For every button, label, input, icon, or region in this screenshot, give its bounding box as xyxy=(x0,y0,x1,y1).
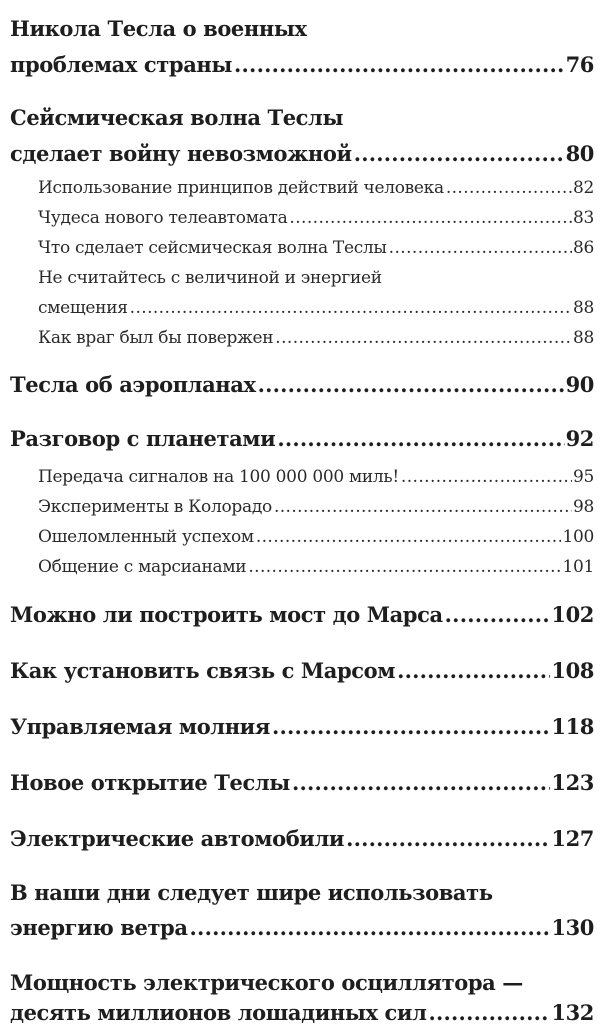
toc-entry-line xyxy=(10,880,594,905)
toc-entry-line xyxy=(10,714,594,739)
toc-entry-line xyxy=(38,178,594,198)
toc-entry-line xyxy=(10,970,594,995)
toc-entry-line xyxy=(10,1000,594,1025)
toc-entry-title: Новое открытие Теслы xyxy=(10,770,290,795)
toc-page-number: 86 xyxy=(572,238,594,258)
dot-leader xyxy=(346,826,550,851)
toc-entry-title: энергию ветра xyxy=(10,915,188,940)
toc-page-number: 127 xyxy=(551,826,594,851)
dot-leader xyxy=(429,1000,551,1025)
toc-entry-title: Управляемая молния xyxy=(10,714,270,739)
toc-entry-line xyxy=(10,658,594,683)
dot-leader xyxy=(354,141,565,166)
toc-page-number: 108 xyxy=(551,658,594,683)
dot-leader xyxy=(256,527,562,547)
toc-entry-line xyxy=(10,826,594,851)
dot-leader xyxy=(445,602,551,627)
toc-entry-title: Электрические автомобили xyxy=(10,826,345,851)
dot-leader xyxy=(190,915,551,940)
toc-entry-title: Как установить связь с Марсом xyxy=(10,658,396,683)
toc-entry-title: Общение с марсианами xyxy=(38,557,247,577)
toc-entry-line xyxy=(10,602,594,627)
toc-entry-title: Ошеломленный успехом xyxy=(38,527,254,547)
dot-leader xyxy=(389,238,572,258)
toc-page-number: 102 xyxy=(551,602,594,627)
toc-entry-line xyxy=(38,238,594,258)
toc-entry-title: В наши дни следует шире использовать xyxy=(10,880,493,905)
dot-leader xyxy=(272,714,550,739)
toc-entry-line xyxy=(38,467,594,487)
toc-entry-line xyxy=(38,497,594,517)
toc-page-number: 118 xyxy=(551,714,594,739)
toc-entry-title: Тесла об аэропланах xyxy=(10,372,256,397)
dot-leader xyxy=(258,372,565,397)
toc-entry-title: Передача сигналов на 100 000 000 миль! xyxy=(38,467,399,487)
toc-page-number: 95 xyxy=(572,467,594,487)
dot-leader xyxy=(234,52,565,77)
toc-entry-line xyxy=(38,557,594,577)
toc-page-number: 82 xyxy=(572,178,594,198)
dot-leader xyxy=(248,557,561,577)
dot-leader xyxy=(274,497,572,517)
dot-leader xyxy=(446,178,572,198)
toc-entry-title: проблемах страны xyxy=(10,52,233,77)
toc-entry-title: сделает войну невозможной xyxy=(10,141,352,166)
toc-page-number: 101 xyxy=(562,557,594,577)
toc-page-number: 88 xyxy=(572,328,594,348)
toc-page-number: 83 xyxy=(572,208,594,228)
toc-page-number: 123 xyxy=(551,770,594,795)
toc-entry-line xyxy=(10,52,594,77)
dot-leader xyxy=(397,658,550,683)
toc-entry-line xyxy=(38,527,594,547)
toc-entry-title: Никола Тесла о военных xyxy=(10,16,307,41)
toc-entry-title: смещения xyxy=(38,298,128,318)
toc-entry-line xyxy=(10,915,594,940)
toc-entry-line xyxy=(38,328,594,348)
toc-entry-title: Можно ли построить мост до Марса xyxy=(10,602,443,627)
toc-entry-line xyxy=(38,268,594,288)
toc-entry-line xyxy=(10,16,594,41)
toc-page-number: 88 xyxy=(572,298,594,318)
dot-leader xyxy=(401,467,572,487)
toc-page-number: 98 xyxy=(572,497,594,517)
toc-page-number: 130 xyxy=(551,915,594,940)
dot-leader xyxy=(292,770,550,795)
dot-leader xyxy=(289,208,572,228)
dot-leader xyxy=(277,426,564,451)
toc-entry-line xyxy=(38,208,594,228)
toc-entry-title: Сейсмическая волна Теслы xyxy=(10,105,344,130)
toc-page-number: 80 xyxy=(565,141,594,166)
toc-entry-title: десять миллионов лошадиных сил xyxy=(10,1000,427,1025)
toc-page-number: 76 xyxy=(565,52,594,77)
toc-entry-title: Разговор с планетами xyxy=(10,426,276,451)
toc-entry-title: Использование принципов действий человека xyxy=(38,178,444,198)
toc-entry-title: Эксперименты в Колорадо xyxy=(38,497,272,517)
dot-leader xyxy=(130,298,572,318)
toc-entry-title: Что сделает сейсмическая волна Теслы xyxy=(38,238,387,258)
toc-page-number: 92 xyxy=(565,426,594,451)
toc-entry-line xyxy=(10,426,594,451)
toc-entry-line xyxy=(10,141,594,166)
toc-entry-title: Как враг был бы повержен xyxy=(38,328,274,348)
toc-entry-title: Не считайтесь с величиной и энергией xyxy=(38,268,382,288)
toc-page-number: 90 xyxy=(565,372,594,397)
toc-entry-title: Мощность электрического осциллятора — xyxy=(10,970,523,995)
toc-entry-line xyxy=(10,105,594,130)
toc-entry-line xyxy=(38,298,594,318)
toc-entry-line xyxy=(10,372,594,397)
toc-entry-line xyxy=(10,770,594,795)
toc-entry-title: Чудеса нового телеавтомата xyxy=(38,208,288,228)
dot-leader xyxy=(275,328,572,348)
toc-page-number: 132 xyxy=(551,1000,594,1025)
toc-page-number: 100 xyxy=(562,527,594,547)
